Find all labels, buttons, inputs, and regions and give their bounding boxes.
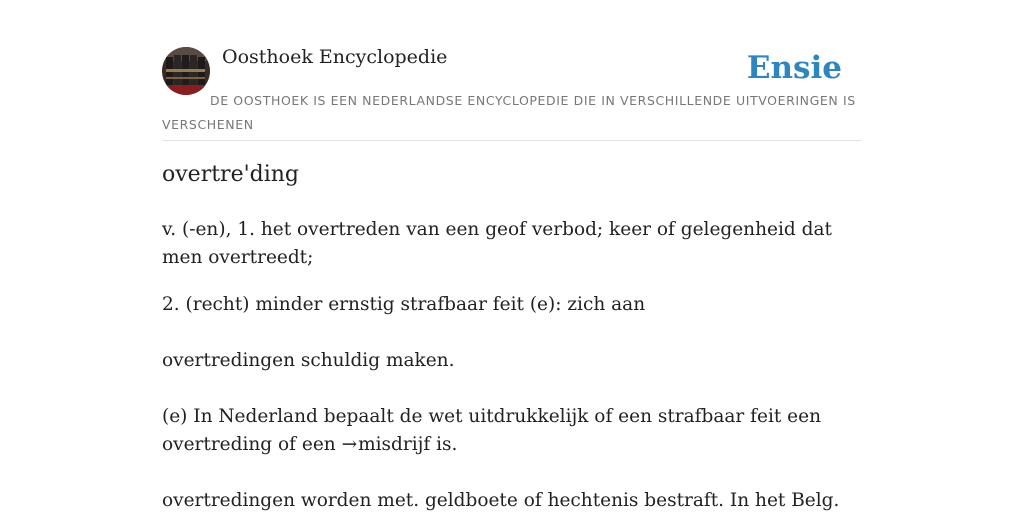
tagline: DE OOSTHOEK IS EEN NEDERLANDSE ENCYCLOPEDIE DIE IN VERSCHILLENDE UITVOERINGEN IS VERSCHENEN (162, 93, 856, 132)
header (162, 0, 862, 141)
paragraph-continuation: overtredingen schuldig maken. (162, 350, 455, 371)
entry-title: overtre'ding (162, 162, 300, 187)
paragraph-definition-1: v. (-en), 1. het overtreden van een geof verbod; keer of gelegenheid dat men overtreedt; (162, 219, 832, 268)
note-text-after: is. (430, 434, 458, 455)
brand-logo[interactable]: Ensie (746, 50, 842, 86)
misdrijf-link[interactable]: misdrijf (358, 434, 431, 455)
note-text-before: (e) In Nederland bepaalt de wet uitdrukkelijk of een strafbaar feit een overtreding of een (162, 406, 821, 455)
paragraph-note (162, 403, 862, 459)
avatar[interactable] (162, 47, 210, 95)
book-spines-icon (162, 47, 210, 95)
paragraph-penalties: overtredingen worden met. geldboete of hechtenis bestraft. In het Belg. (162, 490, 840, 511)
paragraph-definition-2: 2. (recht) minder ernstig strafbaar feit (e): zich aan (162, 294, 646, 315)
arrow-right-icon: → (341, 434, 358, 455)
page (162, 0, 862, 511)
site-name[interactable]: Oosthoek Encyclopedie (222, 46, 448, 68)
